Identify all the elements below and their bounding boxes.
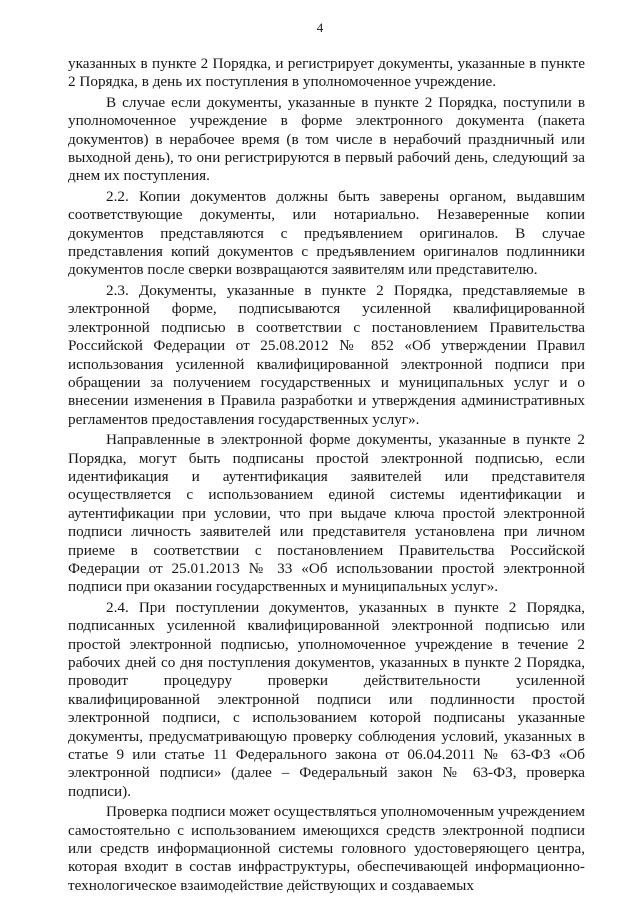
paragraph-nonworking-time-registration: В случае если документы, указанные в пункте 2 Порядка, поступили в уполномоченное учреждение в форме электронного документа (пакета документов) в нерабочее время (в том числе в нерабочий праздничный или выходной день), то они регистрируются в первый рабочий день, следующий за днем их поступления. bbox=[68, 93, 585, 185]
paragraph-2-4-signature-verification: 2.4. При поступлении документов, указанных в пункте 2 Порядка, подписанных усиленной квалифицированной электронной подписью или простой электронной подписью, уполномоченное учреждение в течение 2 рабочих дней со дня поступления документов, указанных в пункте 2 Порядка, проводит процедуру проверки действительности усиленной квалифицированной электронной подписи или подлинности простой электронной подписи, с использованием которой подписаны указанные документы, предусматривающую проверку соблюдения условий, указанных в статье 9 или статье 11 Федерального закона от 06.04.2011 № 63-ФЗ «Об электронной подписи» (далее – Федеральный закон № 63-ФЗ, проверка подписи). bbox=[68, 598, 585, 800]
paragraph-continued-registration: указанных в пункте 2 Порядка, и регистрирует документы, указанные в пункте 2 Порядка, в день их поступления в уполномоченное учреждение. bbox=[68, 55, 585, 91]
paragraph-simple-signature: Направленные в электронной форме документы, указанные в пункте 2 Порядка, могут быть подписаны простой электронной подписью, если идентификация и аутентификация заявителей или представителя осуществляется с использованием единой системы идентификации и аутентификации при условии, что при выдаче ключа простой электронной подписи личность заявителей или представителя установлена при личном приеме в соответствии с постановлением Правительства Российской Федерации от 25.01.2013 № 33 «Об использовании простой электронной подписи при оказании государственных и муниципальных услуг». bbox=[68, 431, 585, 596]
paragraph-verification-means: Проверка подписи может осуществляться уполномоченным учреждением самостоятельно с использованием имеющихся средств электронной подписи или средств информационной системы головного удостоверяющего центра, которая входит в состав инфраструктуры, обеспечивающей информационно-технологическое взаимодействие действующих и создаваемых bbox=[68, 803, 585, 894]
paragraph-2-2-copies-certification: 2.2. Копии документов должны быть заверены органом, выдавшим соответствующие документы, или нотариально. Незаверенные копии документов представляются с предъявлением оригиналов. В случае представления копий документов с предъявлением оригиналов подлинники документов после сверки возвращаются заявителям или представителю. bbox=[68, 187, 585, 279]
document-body bbox=[68, 55, 585, 897]
page-number: 4 bbox=[316, 20, 324, 35]
paragraph-2-3-qualified-signature: 2.3. Документы, указанные в пункте 2 Порядка, представляемые в электронной форме, подписываются усиленной квалифицированной электронной подписью в соответствии с постановлением Правительства Российской Федерации от 25.08.2012 № 852 «Об утверждении Правил использования усиленной квалифицированной электронной подписи при обращении за получением государственных и муниципальных услуг и о внесении изменения в Правила разработки и утверждения административных регламентов предоставления государственных услуг». bbox=[68, 281, 585, 428]
